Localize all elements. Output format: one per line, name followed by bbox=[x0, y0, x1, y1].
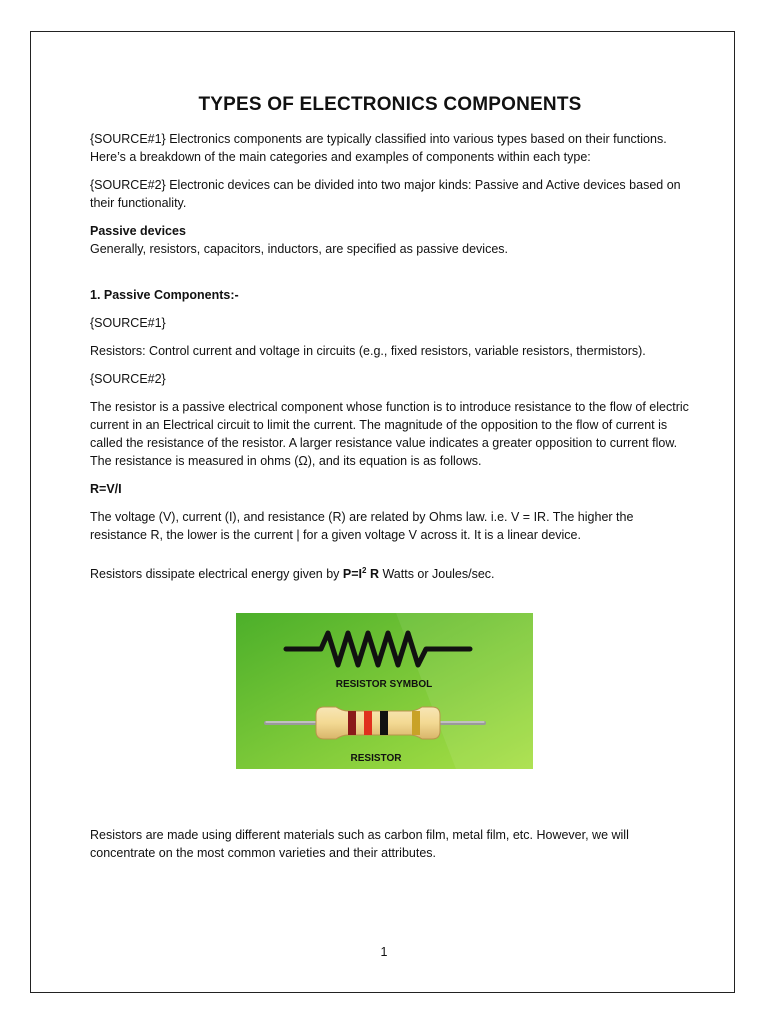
equation: R=V/I bbox=[90, 482, 122, 496]
ohms-law-paragraph: The voltage (V), current (I), and resistance (R) are related by Ohms law. i.e. V = IR. The higher the resistance R, the lower is the current | for a given voltage V across it. It is a linear device. bbox=[90, 510, 634, 542]
color-band bbox=[348, 711, 356, 735]
intro-paragraph-2: {SOURCE#2} Electronic devices can be divided into two major kinds: Passive and Active devices based on their functionality. bbox=[90, 178, 681, 210]
intro-paragraph-1: {SOURCE#1} Electronics components are typically classified into various types based on their functions. Here’s a breakdown of the main categories and examples of components within each type: bbox=[90, 132, 667, 164]
materials-paragraph: Resistors are made using different materials such as carbon film, metal film, etc. However, we will concentrate on the most common varieties and their attributes. bbox=[90, 828, 629, 860]
source1-tag: {SOURCE#1} bbox=[90, 316, 166, 330]
color-band bbox=[380, 711, 388, 735]
resistors-line: Resistors: Control current and voltage in circuits (e.g., fixed resistors, variable resistors, thermistors). bbox=[90, 344, 646, 358]
resistor-label: RESISTOR bbox=[350, 753, 402, 764]
resistor-body bbox=[316, 707, 440, 739]
resistor-figure bbox=[236, 613, 533, 769]
document-title: TYPES OF ELECTRONICS COMPONENTS bbox=[198, 94, 582, 115]
power-suffix: Watts or Joules/sec. bbox=[378, 567, 495, 582]
document-body bbox=[90, 92, 690, 583]
section-heading: 1. Passive Components:- bbox=[90, 288, 239, 302]
page-number: 1 bbox=[380, 945, 388, 959]
power-formula: $P=I^2$ R bbox=[342, 566, 379, 582]
power-paragraph bbox=[90, 562, 690, 583]
source2-tag: {SOURCE#2} bbox=[90, 372, 166, 386]
resistor-paragraph: The resistor is a passive electrical component whose function is to introduce resistance to the flow of electric current in an Electrical circuit to limit the current. The magnitude of the opposition to the flow of current is called the resistance of the resistor. A larger resistance value indicates a greater opposition to current flow. The resistance is measured in ohms (Ω), and its equation is as follows. bbox=[90, 400, 689, 468]
passive-devices-heading: Passive devices bbox=[90, 224, 186, 238]
color-band bbox=[364, 711, 372, 735]
passive-devices-text: Generally, resistors, capacitors, inductors, are specified as passive devices. bbox=[90, 242, 509, 256]
power-prefix: Resistors dissipate electrical energy given by bbox=[90, 567, 343, 582]
resistor-symbol-label: RESISTOR SYMBOL bbox=[335, 679, 433, 690]
materials-paragraph-block bbox=[90, 826, 690, 862]
color-band bbox=[412, 711, 420, 735]
resistor-illustration bbox=[236, 613, 533, 769]
